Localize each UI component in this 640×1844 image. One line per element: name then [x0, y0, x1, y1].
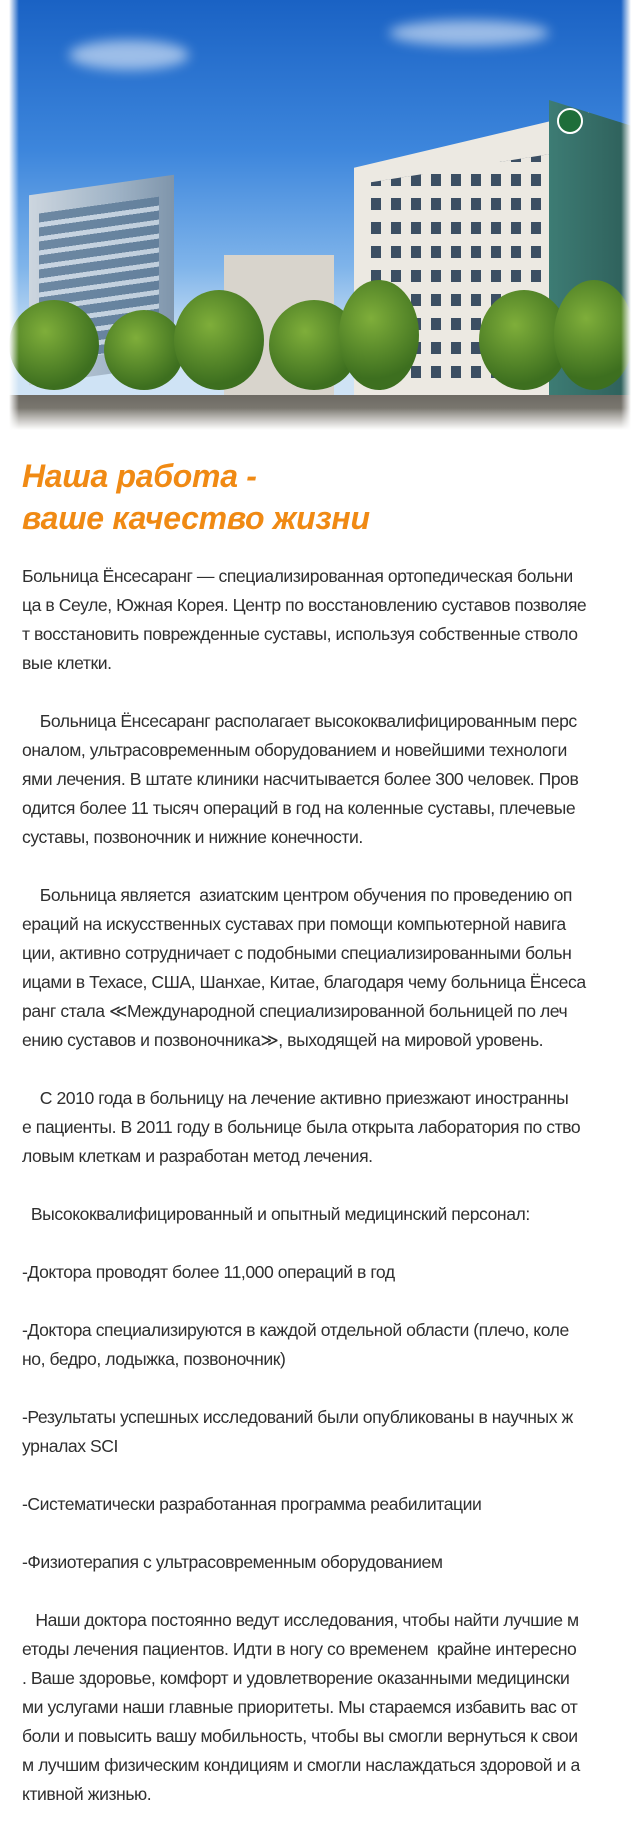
tree-icon — [104, 310, 184, 390]
hospital-logo-icon — [557, 108, 583, 134]
paragraph-line: ицами в Техасе, США, Шанхае, Китае, благодаря чему больница Ёнсеса — [22, 972, 586, 992]
paragraph-line: ранг стала ≪Международной специализированной больницей по леч — [22, 1001, 568, 1021]
paragraph-line: -Физиотерапия с ультрасовременным оборудованием — [22, 1552, 443, 1572]
paragraph-line: . Ваше здоровье, комфорт и удовлетворение оказанными медицински — [22, 1668, 570, 1688]
paragraph — [22, 1548, 626, 1577]
paragraph-line: Высококвалифицированный и опытный медицинский персонал: — [22, 1204, 530, 1224]
paragraph-line: урналах SCI — [22, 1436, 118, 1456]
paragraph — [22, 1200, 626, 1229]
paragraph-line: ераций на искусственных суставах при помощи компьютерной навига — [22, 914, 566, 934]
paragraph-line: боли и повысить вашу мобильность, чтобы вы смогли вернуться к свои — [22, 1726, 578, 1746]
paragraph-line: -Доктора проводят более 11,000 операций в год — [22, 1262, 395, 1282]
paragraph-line: ями лечения. В штате клиники насчитывается более 300 человек. Пров — [22, 769, 579, 789]
paragraph-line: Наши доктора постоянно ведут исследования, чтобы найти лучшие м — [22, 1610, 579, 1630]
paragraph-line: С 2010 года в больницу на лечение активно приезжают иностранны — [22, 1088, 569, 1108]
tree-icon — [174, 290, 264, 390]
paragraph — [22, 707, 626, 852]
paragraph-line: м лучшим физическим кондициям и смогли наслаждаться здоровой и а — [22, 1755, 580, 1775]
hero-photo — [9, 0, 631, 430]
hero-edge-fade — [9, 0, 19, 430]
paragraph-line: суставы, позвоночник и нижние конечности. — [22, 827, 363, 847]
paragraph — [22, 1490, 626, 1519]
paragraph-line: но, бедро, лодыжка, позвоночник) — [22, 1349, 286, 1369]
paragraph — [22, 1258, 626, 1287]
paragraph-line: -Доктора специализируются в каждой отдельной области (плечо, коле — [22, 1320, 569, 1340]
paragraph-line: т восстановить поврежденные суставы, используя собственные стволо — [22, 624, 578, 644]
cloud — [69, 40, 189, 70]
paragraph — [22, 1316, 626, 1374]
paragraph-line: Больница является азиатским центром обучения по проведению оп — [22, 885, 572, 905]
paragraph-line: ению суставов и позвоночника≫, выходящей на мировой уровень. — [22, 1030, 544, 1050]
cloud — [389, 20, 549, 46]
hero-bottom-fade — [9, 408, 631, 430]
page-title — [22, 455, 622, 539]
paragraph-line: одится более 11 тысяч операций в год на коленные суставы, плечевые — [22, 798, 576, 818]
paragraph-line: ми услугами наши главные приоритеты. Мы стараемся избавить вас от — [22, 1697, 578, 1717]
tree-icon — [339, 280, 419, 390]
paragraph-line: е пациенты. В 2011 году в больнице была открыта лаборатория по ство — [22, 1117, 581, 1137]
hero-edge-fade — [621, 0, 631, 430]
paragraph-line: оналом, ультрасовременным оборудованием и новейшими технологи — [22, 740, 567, 760]
paragraph-line: ца в Сеуле, Южная Корея. Центр по восстановлению суставов позволяе — [22, 595, 587, 615]
page-title-line-2: ваше качество жизни — [22, 500, 370, 536]
paragraph-line: Больница Ёнсесаранг — специализированная ортопедическая больни — [22, 566, 573, 586]
paragraph-line: вые клетки. — [22, 653, 112, 673]
paragraph — [22, 562, 626, 678]
paragraph-line: етоды лечения пациентов. Идти в ногу со временем крайне интересно — [22, 1639, 577, 1659]
page-title-line-1: Наша работа - — [22, 458, 257, 494]
paragraph — [22, 881, 626, 1055]
paragraph-line: ловым клеткам и разработан метод лечения. — [22, 1146, 373, 1166]
paragraph-line: -Результаты успешных исследований были опубликованы в научных ж — [22, 1407, 573, 1427]
paragraph — [22, 1403, 626, 1461]
paragraph-line: Больница Ёнсесаранг располагает высококвалифицированным перс — [22, 711, 577, 731]
tree-icon — [554, 280, 631, 390]
article-body — [22, 562, 626, 1838]
paragraph — [22, 1606, 626, 1809]
paragraph-line: ктивной жизнью. — [22, 1784, 152, 1804]
paragraph — [22, 1084, 626, 1171]
paragraph-line: ции, активно сотрудничает с подобными специализированными больн — [22, 943, 572, 963]
paragraph-line: -Систематически разработанная программа реабилитации — [22, 1494, 482, 1514]
tree-icon — [9, 300, 99, 390]
